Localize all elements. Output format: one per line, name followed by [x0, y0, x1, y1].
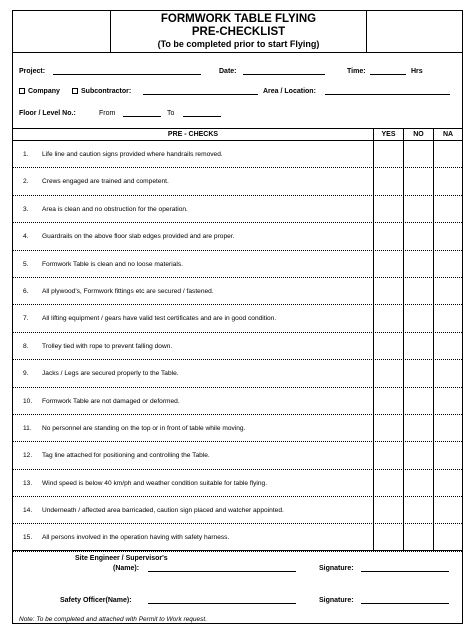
table-row	[13, 278, 462, 305]
from-label: From	[99, 110, 116, 117]
na-cell[interactable]	[433, 305, 462, 331]
yes-cell[interactable]	[373, 278, 403, 304]
check-text: Guardrails on the above floor slab edges provided and are proper.	[42, 233, 235, 241]
date-field[interactable]	[243, 74, 325, 75]
no-cell[interactable]	[403, 415, 433, 441]
no-cell[interactable]	[403, 333, 433, 359]
check-cell	[13, 388, 373, 414]
no-cell[interactable]	[403, 497, 433, 523]
na-cell[interactable]	[433, 141, 462, 167]
check-cell	[13, 305, 373, 331]
hrs-label: Hrs	[411, 68, 423, 75]
engineer-name-label: (Name):	[113, 565, 140, 572]
yes-cell[interactable]	[373, 470, 403, 496]
yes-cell[interactable]	[373, 497, 403, 523]
company-option[interactable]	[19, 88, 60, 95]
table-row	[13, 442, 462, 469]
check-text: Tag line attached for positioning and controlling the Table.	[42, 452, 210, 460]
yes-cell[interactable]	[373, 168, 403, 194]
safety-officer-label: Safety Officer(Name):	[60, 597, 132, 604]
na-cell[interactable]	[433, 168, 462, 194]
to-field[interactable]	[183, 116, 221, 117]
title-line1: FORMWORK TABLE FLYING	[160, 13, 317, 25]
time-label: Time:	[347, 68, 366, 75]
check-number: 7.	[23, 315, 29, 323]
check-text: No personnel are standing on the top or in front of table while moving.	[42, 424, 246, 432]
engineer-name-field[interactable]	[148, 571, 296, 572]
col-header-yes: YES	[373, 129, 403, 140]
na-cell[interactable]	[433, 251, 462, 277]
no-cell[interactable]	[403, 278, 433, 304]
table-row	[13, 360, 462, 387]
check-text: Jacks / Legs are secured properly to the Table.	[42, 370, 179, 378]
no-cell[interactable]	[403, 470, 433, 496]
to-label: To	[167, 110, 175, 117]
table-row	[13, 196, 462, 223]
table-header-row	[13, 129, 462, 141]
footer-note: Note: To be completed and attached with Permit to Work request.	[19, 616, 207, 623]
area-field[interactable]	[325, 94, 450, 95]
check-cell	[13, 442, 373, 468]
subcontractor-checkbox[interactable]	[72, 88, 78, 94]
project-label: Project:	[19, 68, 46, 75]
check-number: 14.	[23, 507, 33, 515]
na-cell[interactable]	[433, 196, 462, 222]
check-number: 15.	[23, 534, 33, 542]
check-cell	[13, 168, 373, 194]
no-cell[interactable]	[403, 196, 433, 222]
na-cell[interactable]	[433, 223, 462, 249]
check-number: 9.	[23, 370, 29, 378]
check-text: Crews engaged are trained and competent.	[42, 178, 169, 186]
date-label: Date:	[219, 68, 237, 75]
yes-cell[interactable]	[373, 388, 403, 414]
check-cell	[13, 497, 373, 523]
logo-placeholder	[13, 11, 111, 53]
no-cell[interactable]	[403, 442, 433, 468]
check-cell	[13, 196, 373, 222]
yes-cell[interactable]	[373, 333, 403, 359]
header-right-box	[366, 11, 462, 53]
check-cell	[13, 251, 373, 277]
no-cell[interactable]	[403, 305, 433, 331]
check-text: All persons involved in the operation having with safety harness.	[42, 534, 230, 542]
col-header-na: NA	[433, 129, 462, 140]
col-header-no: NO	[403, 129, 433, 140]
check-cell	[13, 223, 373, 249]
check-number: 10.	[23, 397, 33, 405]
check-number: 13.	[23, 479, 33, 487]
na-cell[interactable]	[433, 497, 462, 523]
check-text: Underneath / affected area barricaded, caution sign placed and watcher appointed.	[42, 507, 284, 515]
check-text: Formwork Table are not damaged or deformed.	[42, 397, 180, 405]
yes-cell[interactable]	[373, 415, 403, 441]
na-cell[interactable]	[433, 470, 462, 496]
checklist-table	[13, 129, 462, 552]
floor-label: Floor / Level No.:	[19, 110, 76, 117]
yes-cell[interactable]	[373, 223, 403, 249]
check-cell	[13, 524, 373, 550]
yes-cell[interactable]	[373, 141, 403, 167]
check-text: Formwork Table is clean and no loose materials.	[42, 260, 183, 268]
project-field[interactable]	[53, 74, 201, 75]
from-field[interactable]	[123, 116, 161, 117]
check-text: Life line and caution signs provided where handrails removed.	[42, 151, 223, 158]
check-cell	[13, 360, 373, 386]
signoff-section	[13, 550, 462, 625]
title-subtitle: (To be completed prior to start Flying)	[157, 39, 320, 49]
check-cell	[13, 470, 373, 496]
check-number: 3.	[23, 205, 29, 213]
engineer-signature-label: Signature:	[319, 565, 354, 572]
yes-cell[interactable]	[373, 524, 403, 550]
table-row	[13, 497, 462, 524]
check-number: 6.	[23, 287, 29, 295]
title-line2: PRE-CHECKLIST	[191, 26, 286, 38]
form-header	[13, 11, 462, 53]
no-cell[interactable]	[403, 251, 433, 277]
col-header-checks: PRE - CHECKS	[167, 131, 219, 138]
check-text: Trolley tied with rope to prevent falling down.	[42, 342, 173, 350]
table-row	[13, 333, 462, 360]
company-label: Company	[28, 88, 60, 95]
area-label: Area / Location:	[263, 88, 316, 95]
engineer-signature-field[interactable]	[361, 571, 449, 572]
yes-cell[interactable]	[373, 442, 403, 468]
yes-cell[interactable]	[373, 251, 403, 277]
na-cell[interactable]	[433, 442, 462, 468]
table-row	[13, 251, 462, 278]
no-cell[interactable]	[403, 223, 433, 249]
engineer-label: Site Engineer / Supervisor's	[75, 555, 168, 562]
no-cell[interactable]	[403, 168, 433, 194]
subcontractor-option[interactable]	[72, 88, 131, 95]
na-cell[interactable]	[433, 388, 462, 414]
checklist-rows	[13, 141, 462, 552]
check-cell	[13, 333, 373, 359]
info-section	[13, 53, 462, 129]
check-number: 2.	[23, 178, 29, 186]
check-number: 4.	[23, 233, 29, 241]
check-cell	[13, 415, 373, 441]
yes-cell[interactable]	[373, 360, 403, 386]
no-cell[interactable]	[403, 360, 433, 386]
yes-cell[interactable]	[373, 196, 403, 222]
table-row	[13, 524, 462, 551]
na-cell[interactable]	[433, 415, 462, 441]
no-cell[interactable]	[403, 524, 433, 550]
check-number: 1.	[23, 151, 29, 158]
form-title	[111, 13, 366, 50]
checklist-sheet	[12, 10, 463, 624]
na-cell[interactable]	[433, 333, 462, 359]
time-field[interactable]	[370, 74, 406, 75]
table-row	[13, 141, 462, 168]
safety-signature-label: Signature:	[319, 597, 354, 604]
table-row	[13, 223, 462, 250]
check-cell	[13, 278, 373, 304]
safety-signature-field[interactable]	[361, 603, 449, 604]
table-row	[13, 168, 462, 195]
table-row	[13, 470, 462, 497]
safety-officer-name-field[interactable]	[148, 603, 296, 604]
check-text: All plywood's, Formwork fittings etc are secured / fastened.	[42, 287, 214, 295]
check-text: Area is clean and no obstruction for the operation.	[42, 205, 188, 213]
table-row	[13, 388, 462, 415]
na-cell[interactable]	[433, 524, 462, 550]
subcontractor-field[interactable]	[143, 94, 258, 95]
check-text: Wind speed is below 40 km/ph and weather condition suitable for table flying.	[42, 479, 268, 487]
check-cell	[13, 141, 373, 167]
check-number: 5.	[23, 260, 29, 268]
table-row	[13, 305, 462, 332]
check-number: 11.	[23, 424, 32, 432]
na-cell[interactable]	[433, 360, 462, 386]
company-checkbox[interactable]	[19, 88, 25, 94]
no-cell[interactable]	[403, 141, 433, 167]
yes-cell[interactable]	[373, 305, 403, 331]
check-number: 8.	[23, 342, 29, 350]
subcontractor-label: Subcontractor:	[81, 88, 132, 95]
check-number: 12.	[23, 452, 33, 460]
na-cell[interactable]	[433, 278, 462, 304]
check-text: All lifting equipment / gears have valid test certificates and are in good condition.	[42, 315, 277, 323]
no-cell[interactable]	[403, 388, 433, 414]
table-row	[13, 415, 462, 442]
